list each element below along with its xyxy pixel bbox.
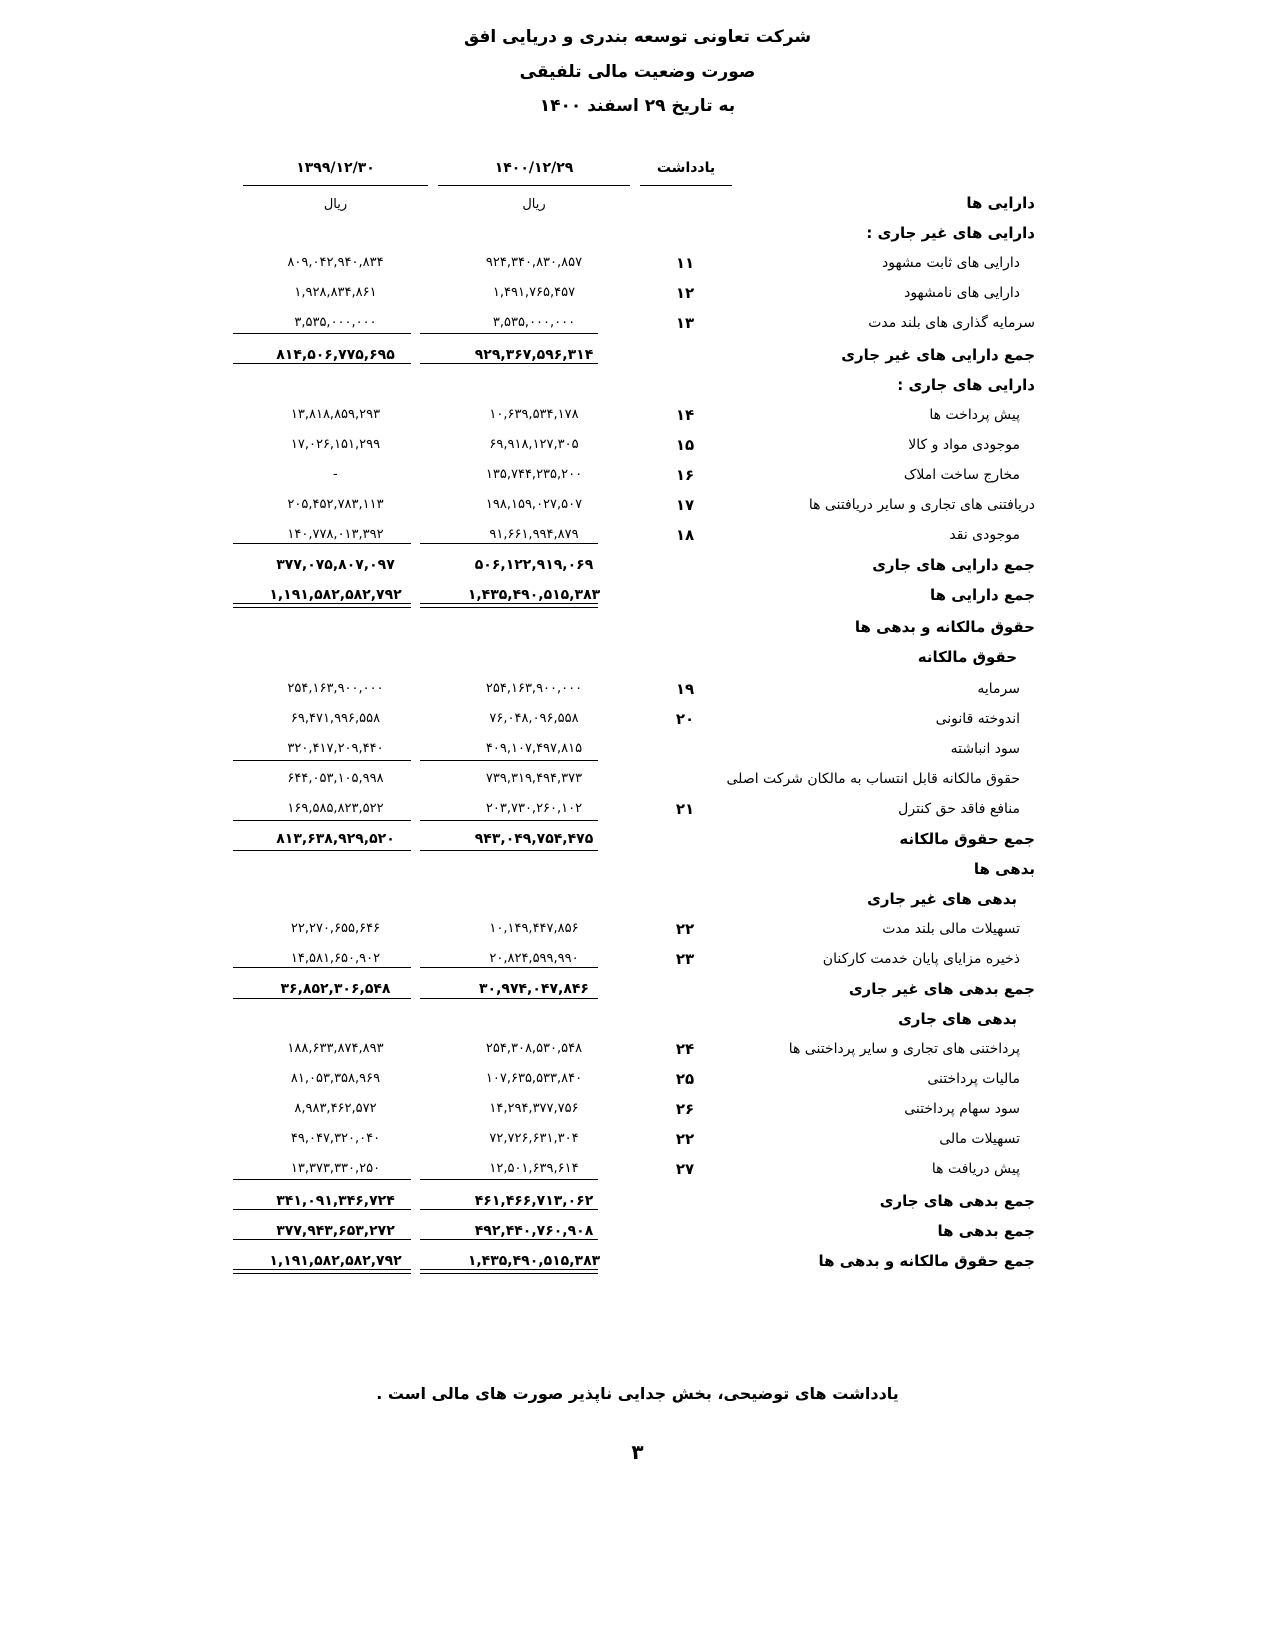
note-column-header: یادداشت bbox=[656, 160, 716, 176]
current-period-value: ۷۳۹,۳۱۹,۴۹۴,۳۷۳ bbox=[485, 771, 583, 786]
table-row bbox=[0, 854, 1275, 884]
row-label: سرمایه گذاری های بلند مدت bbox=[868, 315, 1035, 331]
prior-period-value: ۲۰۵,۴۵۲,۷۸۳,۱۱۳ bbox=[287, 497, 384, 512]
row-label: تسهیلات مالی بلند مدت bbox=[882, 921, 1020, 937]
total-rule bbox=[420, 543, 598, 544]
total-rule bbox=[420, 1209, 598, 1210]
current-period-value: ۳,۵۳۵,۰۰۰,۰۰۰ bbox=[492, 315, 576, 330]
row-label: ذخیره مزایای پایان خدمت کارکنان bbox=[822, 951, 1020, 967]
row-label: دارایی های نامشهود bbox=[904, 285, 1020, 301]
prior-period-value: ۱۳,۳۷۳,۳۳۰,۲۵۰ bbox=[290, 1161, 381, 1176]
current-period-value: ۴۶۱,۴۶۶,۷۱۳,۰۶۲ bbox=[474, 1193, 594, 1209]
note-number: ۲۷ bbox=[675, 1160, 695, 1178]
prior-period-value: ۳۶,۸۵۲,۳۰۶,۵۴۸ bbox=[280, 981, 391, 997]
current-period-value: ۱۰,۱۴۹,۴۴۷,۸۵۶ bbox=[489, 921, 579, 936]
row-label: بدهی های غیر جاری bbox=[867, 890, 1017, 908]
note-number: ۱۴ bbox=[675, 406, 695, 424]
table-row bbox=[0, 794, 1275, 824]
page-number: ۳ bbox=[631, 1440, 644, 1464]
row-label: سود انباشته bbox=[950, 741, 1020, 757]
total-rule bbox=[233, 850, 411, 851]
table-row bbox=[0, 1186, 1275, 1216]
total-rule bbox=[233, 820, 411, 821]
row-label: حقوق مالکانه bbox=[917, 648, 1017, 666]
table-row bbox=[0, 460, 1275, 490]
row-label: جمع دارایی ها bbox=[929, 586, 1035, 604]
total-rule bbox=[420, 850, 598, 851]
prior-period-value: ۸۱۳,۶۳۸,۹۲۹,۵۲۰ bbox=[276, 831, 395, 847]
table-row bbox=[0, 884, 1275, 914]
total-rule bbox=[233, 1209, 411, 1210]
note-number: ۲۱ bbox=[675, 800, 695, 818]
header-rule bbox=[438, 185, 630, 186]
row-label: بدهی های جاری bbox=[898, 1010, 1017, 1028]
statement-date: به تاریخ ۲۹ اسفند ۱۴۰۰ bbox=[539, 96, 736, 116]
double-total-rule bbox=[233, 1269, 411, 1274]
prior-period-value: ۴۹,۰۴۷,۳۲۰,۰۴۰ bbox=[290, 1131, 381, 1146]
row-label: پیش پرداخت ها bbox=[929, 407, 1020, 423]
current-period-value: ۱۹۸,۱۵۹,۰۲۷,۵۰۷ bbox=[485, 497, 583, 512]
prior-period-value: ۱۴,۵۸۱,۶۵۰,۹۰۲ bbox=[290, 951, 381, 966]
table-row bbox=[0, 188, 1275, 218]
current-period-header: ۱۴۰۰/۱۲/۲۹ bbox=[494, 160, 574, 176]
note-number: ۲۲ bbox=[675, 920, 695, 938]
table-row bbox=[0, 1124, 1275, 1154]
prior-period-value: ۸,۹۸۳,۴۶۲,۵۷۲ bbox=[294, 1101, 377, 1116]
total-rule bbox=[420, 760, 598, 761]
current-period-value: ۱۳۵,۷۴۴,۲۳۵,۲۰۰ bbox=[485, 467, 583, 482]
table-row bbox=[0, 278, 1275, 308]
row-label: جمع حقوق مالکانه bbox=[899, 830, 1035, 848]
table-row bbox=[0, 612, 1275, 642]
row-label: جمع دارایی های غیر جاری bbox=[841, 346, 1035, 364]
double-total-rule bbox=[420, 1269, 598, 1274]
table-row bbox=[0, 1216, 1275, 1246]
note-number: ۲۲ bbox=[675, 1130, 695, 1148]
prior-period-value: ۶۴۴,۰۵۳,۱۰۵,۹۹۸ bbox=[287, 771, 384, 786]
row-label: موجودی مواد و کالا bbox=[908, 437, 1020, 453]
prior-period-value: ۸۱۴,۵۰۶,۷۷۵,۶۹۵ bbox=[276, 347, 395, 363]
table-row bbox=[0, 642, 1275, 672]
current-period-value: ۲۵۴,۳۰۸,۵۳۰,۵۴۸ bbox=[485, 1041, 583, 1056]
table-row bbox=[0, 734, 1275, 764]
prior-period-value: ۱۴۰,۷۷۸,۰۱۳,۳۹۲ bbox=[287, 527, 384, 542]
table-row bbox=[0, 1154, 1275, 1184]
table-row bbox=[0, 370, 1275, 400]
table-row bbox=[0, 824, 1275, 854]
table-row bbox=[0, 944, 1275, 974]
note-number: ۱۹ bbox=[675, 680, 695, 698]
row-label: پرداختنی های تجاری و سایر پرداختنی ها bbox=[788, 1041, 1020, 1057]
table-row bbox=[0, 340, 1275, 370]
footer-note: یادداشت های توضیحی، بخش جدایی ناپذیر صورت های مالی است . bbox=[376, 1384, 899, 1403]
note-number: ۱۲ bbox=[675, 284, 695, 302]
prior-period-value: ۶۹,۴۷۱,۹۹۶,۵۵۸ bbox=[290, 711, 381, 726]
table-row bbox=[0, 914, 1275, 944]
note-number: ۱۶ bbox=[675, 466, 695, 484]
table-row bbox=[0, 520, 1275, 550]
header-rule bbox=[243, 185, 428, 186]
row-label: سرمایه bbox=[977, 681, 1020, 697]
row-label: پیش دریافت ها bbox=[931, 1161, 1020, 1177]
table-row bbox=[0, 430, 1275, 460]
table-row bbox=[0, 1094, 1275, 1124]
current-period-value: ۱۴,۲۹۴,۳۷۷,۷۵۶ bbox=[489, 1101, 579, 1116]
note-number: ۲۵ bbox=[675, 1070, 695, 1088]
row-label: بدهی ها bbox=[973, 860, 1035, 878]
note-number: ۲۳ bbox=[675, 950, 695, 968]
table-row bbox=[0, 1004, 1275, 1034]
total-rule bbox=[233, 998, 411, 999]
current-currency-label: ریال bbox=[522, 197, 546, 212]
row-label: جمع بدهی های جاری bbox=[879, 1192, 1035, 1210]
total-rule bbox=[233, 1179, 411, 1180]
note-number: ۱۱ bbox=[675, 254, 695, 272]
total-rule bbox=[420, 820, 598, 821]
current-period-value: ۵۰۶,۱۲۲,۹۱۹,۰۶۹ bbox=[474, 557, 594, 573]
note-number: ۲۰ bbox=[675, 710, 695, 728]
prior-period-value: ۱,۱۹۱,۵۸۲,۵۸۲,۷۹۲ bbox=[269, 1253, 402, 1269]
prior-period-value: ۱۳,۸۱۸,۸۵۹,۲۹۳ bbox=[290, 407, 381, 422]
table-row bbox=[0, 580, 1275, 610]
double-total-rule bbox=[420, 603, 598, 608]
prior-period-header: ۱۳۹۹/۱۲/۳۰ bbox=[296, 160, 375, 176]
prior-period-value: ۳۲۰,۴۱۷,۲۰۹,۴۴۰ bbox=[287, 741, 384, 756]
row-label: دارایی های غیر جاری : bbox=[866, 224, 1035, 242]
row-label: جمع بدهی های غیر جاری bbox=[848, 980, 1035, 998]
table-row bbox=[0, 218, 1275, 248]
current-period-value: ۴۹۲,۴۴۰,۷۶۰,۹۰۸ bbox=[474, 1223, 594, 1239]
total-rule bbox=[233, 333, 411, 334]
row-label: جمع بدهی ها bbox=[937, 1222, 1035, 1240]
current-period-value: ۱۲,۵۰۱,۶۳۹,۶۱۴ bbox=[489, 1161, 579, 1176]
company-name: شرکت تعاونی توسعه بندری و دریایی افق bbox=[463, 27, 812, 47]
prior-period-value: ۸۱,۰۵۳,۳۵۸,۹۶۹ bbox=[290, 1071, 381, 1086]
total-rule bbox=[233, 363, 411, 364]
prior-period-value: ۳,۵۳۵,۰۰۰,۰۰۰ bbox=[294, 315, 377, 330]
table-row bbox=[0, 550, 1275, 580]
note-number: ۱۳ bbox=[675, 314, 695, 332]
current-period-value: ۱۰۷,۶۳۵,۵۳۳,۸۴۰ bbox=[485, 1071, 583, 1086]
prior-period-value: ۸۰۹,۰۴۲,۹۴۰,۸۳۴ bbox=[287, 255, 384, 270]
current-period-value: ۱,۴۳۵,۴۹۰,۵۱۵,۳۸۳ bbox=[467, 1253, 601, 1269]
current-period-value: ۱۰,۶۳۹,۵۳۴,۱۷۸ bbox=[489, 407, 579, 422]
row-label: دارایی های ثابت مشهود bbox=[881, 255, 1020, 271]
table-row bbox=[0, 248, 1275, 278]
current-period-value: ۱,۴۳۵,۴۹۰,۵۱۵,۳۸۳ bbox=[467, 587, 601, 603]
prior-period-value: ۱,۹۲۸,۸۳۴,۸۶۱ bbox=[294, 285, 377, 300]
prior-period-value: ۳۷۷,۹۴۳,۶۵۳,۲۷۲ bbox=[276, 1223, 395, 1239]
row-label: مالیات پرداختنی bbox=[927, 1071, 1020, 1087]
note-number: ۱۵ bbox=[675, 436, 695, 454]
total-rule bbox=[420, 1179, 598, 1180]
table-row bbox=[0, 1034, 1275, 1064]
current-period-value: ۲۰,۸۲۴,۵۹۹,۹۹۰ bbox=[489, 951, 579, 966]
total-rule bbox=[420, 1239, 598, 1240]
note-number: ۲۴ bbox=[675, 1040, 695, 1058]
table-row bbox=[0, 308, 1275, 338]
current-period-value: ۹۲۹,۳۶۷,۵۹۶,۳۱۴ bbox=[474, 347, 594, 363]
table-row bbox=[0, 704, 1275, 734]
prior-period-value: ۱۶۹,۵۸۵,۸۲۳,۵۲۲ bbox=[287, 801, 384, 816]
row-label: حقوق مالکانه قابل انتساب به مالکان شرکت اصلی bbox=[726, 771, 1020, 787]
row-label: اندوخته قانونی bbox=[935, 711, 1020, 727]
row-label: مخارج ساخت املاک bbox=[903, 467, 1020, 483]
note-number: ۱۷ bbox=[675, 496, 695, 514]
prior-period-value: ۳۴۱,۰۹۱,۳۴۶,۷۲۴ bbox=[276, 1193, 395, 1209]
current-period-value: ۹۱,۶۶۱,۹۹۴,۸۷۹ bbox=[489, 527, 579, 542]
prior-period-value: ۱,۱۹۱,۵۸۲,۵۸۲,۷۹۲ bbox=[269, 587, 402, 603]
table-row bbox=[0, 1246, 1275, 1276]
row-label: دارایی های جاری : bbox=[897, 376, 1035, 394]
note-number: ۱۸ bbox=[675, 526, 695, 544]
total-rule bbox=[233, 1239, 411, 1240]
total-rule bbox=[233, 967, 411, 968]
total-rule bbox=[420, 967, 598, 968]
table-row bbox=[0, 400, 1275, 430]
prior-period-value: ۳۷۷,۰۷۵,۸۰۷,۰۹۷ bbox=[276, 557, 395, 573]
current-period-value: ۹۴۳,۰۴۹,۷۵۴,۴۷۵ bbox=[474, 831, 594, 847]
statement-title: صورت وضعیت مالی تلفیقی bbox=[519, 62, 756, 82]
current-period-value: ۲۵۴,۱۶۳,۹۰۰,۰۰۰ bbox=[485, 681, 583, 696]
prior-period-value: ۱۸۸,۶۳۳,۸۷۴,۸۹۳ bbox=[287, 1041, 384, 1056]
current-period-value: ۷۶,۰۴۸,۰۹۶,۵۵۸ bbox=[489, 711, 579, 726]
table-row bbox=[0, 674, 1275, 704]
row-label: جمع حقوق مالکانه و بدهی ها bbox=[818, 1252, 1035, 1270]
current-period-value: ۶۹,۹۱۸,۱۲۷,۳۰۵ bbox=[489, 437, 579, 452]
total-rule bbox=[420, 363, 598, 364]
table-row bbox=[0, 974, 1275, 1004]
table-row bbox=[0, 1064, 1275, 1094]
row-label: موجودی نقد bbox=[949, 527, 1020, 543]
prior-period-value: - bbox=[333, 467, 338, 482]
row-label: دریافتنی های تجاری و سایر دریافتنی ها bbox=[808, 497, 1035, 513]
row-label: سود سهام پرداختنی bbox=[904, 1101, 1020, 1117]
total-rule bbox=[420, 333, 598, 334]
table-row bbox=[0, 764, 1275, 794]
prior-period-value: ۲۵۴,۱۶۳,۹۰۰,۰۰۰ bbox=[287, 681, 384, 696]
row-label: دارایی ها bbox=[966, 194, 1035, 212]
current-period-value: ۳۰,۹۷۴,۰۴۷,۸۴۶ bbox=[479, 981, 589, 997]
prior-period-value: ۲۲,۲۷۰,۶۵۵,۶۴۶ bbox=[290, 921, 381, 936]
prior-period-value: ۱۷,۰۲۶,۱۵۱,۲۹۹ bbox=[290, 437, 381, 452]
prior-currency-label: ریال bbox=[323, 197, 348, 212]
total-rule bbox=[233, 543, 411, 544]
row-label: حقوق مالکانه و بدهی ها bbox=[854, 618, 1035, 636]
table-row bbox=[0, 490, 1275, 520]
current-period-value: ۹۲۴,۳۴۰,۸۳۰,۸۵۷ bbox=[485, 255, 583, 270]
current-period-value: ۷۲,۷۲۶,۶۳۱,۳۰۴ bbox=[489, 1131, 579, 1146]
row-label: تسهیلات مالی bbox=[939, 1131, 1020, 1147]
total-rule bbox=[420, 998, 598, 999]
current-period-value: ۱,۴۹۱,۷۶۵,۴۵۷ bbox=[492, 285, 576, 300]
header-rule bbox=[640, 185, 732, 186]
note-number: ۲۶ bbox=[675, 1100, 695, 1118]
double-total-rule bbox=[233, 603, 411, 608]
total-rule bbox=[233, 760, 411, 761]
row-label: منافع فاقد حق کنترل bbox=[898, 801, 1020, 817]
current-period-value: ۴۰۹,۱۰۷,۴۹۷,۸۱۵ bbox=[485, 741, 583, 756]
current-period-value: ۲۰۳,۷۳۰,۲۶۰,۱۰۲ bbox=[485, 801, 583, 816]
row-label: جمع دارایی های جاری bbox=[872, 556, 1035, 574]
